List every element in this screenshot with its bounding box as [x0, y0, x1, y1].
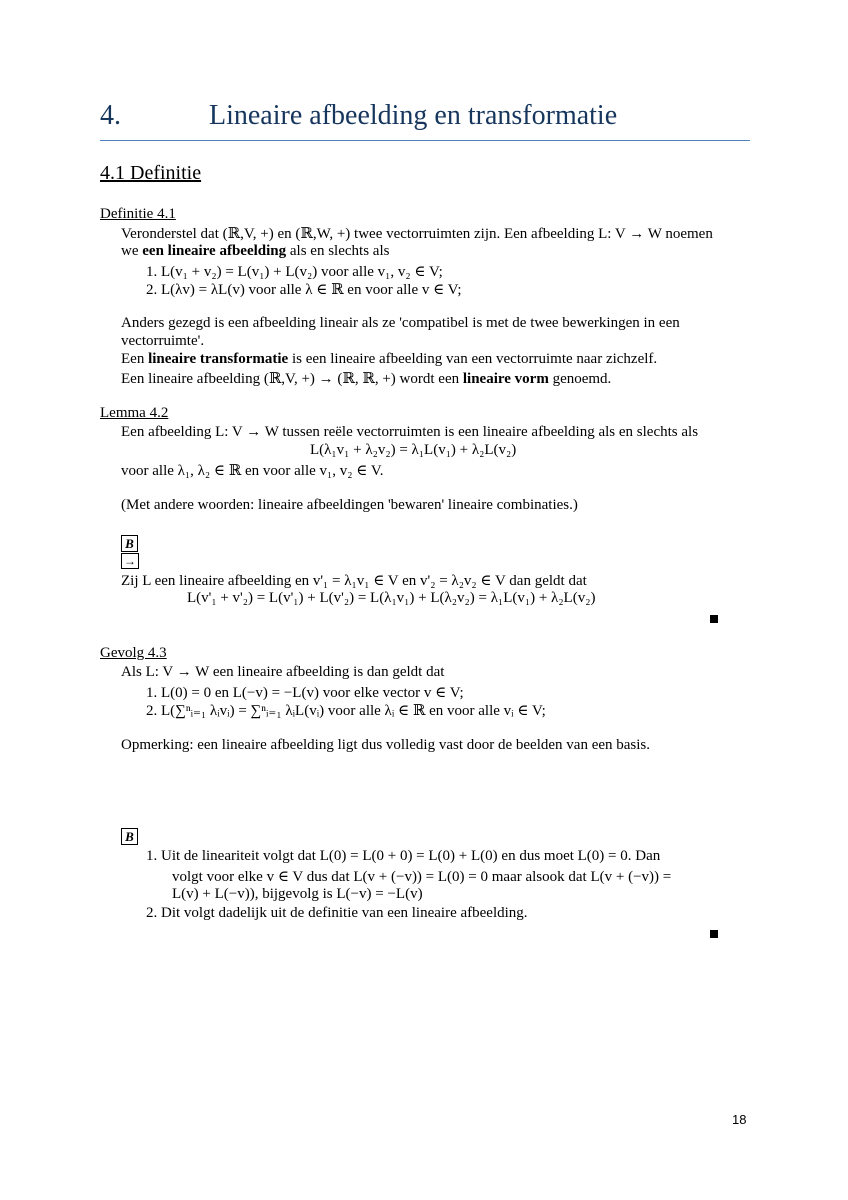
proof-2-line-4: 2. Dit volgt dadelijk uit de definitie van een lineaire afbeelding. — [146, 905, 528, 921]
definition-line-1: Veronderstel dat (ℝ,V, +) en (ℝ,W, +) twee vectorruimten zijn. Een afbeelding L: V → W noemen — [121, 226, 713, 242]
proof-formula: L(v'₁ + v'₂) = L(v'₁) + L(v'₂) = L(λ₁v₁) + L(λ₂v₂) = λ₁L(v₁) + λ₂L(v₂) — [187, 590, 596, 606]
definition-item-2: 2. L(λv) = λL(v) voor alle λ ∈ ℝ en voor alle v ∈ V; — [146, 282, 462, 298]
chapter-title: Lineaire afbeelding en transformatie — [209, 100, 618, 131]
definition-para-line-1: Anders gezegd is een afbeelding lineair als ze 'compatibel is met de twee bewerkingen in een — [121, 315, 680, 331]
lemma-formula: L(λ₁v₁ + λ₂v₂) = λ₁L(v₁) + λ₂L(v₂) — [310, 442, 517, 458]
lemma-line-3: voor alle λ₁, λ₂ ∈ ℝ en voor alle v₁, v₂ ∈ V. — [121, 463, 384, 479]
corollary-line-1: Als L: V → W een lineaire afbeelding is dan geldt dat — [121, 664, 445, 680]
linear-form-definition: Een lineaire afbeelding (ℝ,V, +) → (ℝ, ℝ, +) wordt een lineaire vorm genoemd. — [121, 371, 612, 387]
corollary-item-2: 2. L(∑ⁿᵢ₌₁ λᵢvᵢ) = ∑ⁿᵢ₌₁ λᵢL(vᵢ) voor alle λᵢ ∈ ℝ en voor alle vᵢ ∈ V; — [146, 703, 546, 719]
proof-2-line-2: volgt voor elke v ∈ V dus dat L(v + (−v)) = L(0) = 0 maar alsook dat L(v + (−v)) = — [172, 869, 672, 885]
lemma-note: (Met andere woorden: lineaire afbeeldingen 'bewaren' lineaire combinaties.) — [121, 497, 578, 513]
section-title: 4.1 Definitie — [100, 162, 202, 184]
definition-item-1: 1. L(v₁ + v₂) = L(v₁) + L(v₂) voor alle v₁, v₂ ∈ V; — [146, 264, 443, 280]
page-number: 18 — [732, 1112, 747, 1127]
definition-para-line-2: vectorruimte'. — [121, 333, 205, 349]
corollary-label: Gevolg 4.3 — [100, 645, 167, 661]
corollary-item-1: 1. L(0) = 0 en L(−v) = −L(v) voor elke vector v ∈ V; — [146, 685, 464, 701]
qed-square-2 — [710, 930, 718, 938]
chapter-number: 4. — [100, 100, 121, 131]
transformation-definition: Een lineaire transformatie is een lineaire afbeelding van een vectorruimte naar zichzelf. — [121, 351, 658, 367]
definition-label: Definitie 4.1 — [100, 206, 176, 222]
proof-2-box-b: B — [121, 828, 138, 846]
qed-square — [710, 615, 718, 623]
lemma-label: Lemma 4.2 — [100, 405, 169, 421]
proof-box-arrow: → — [121, 553, 139, 570]
corollary-remark: Opmerking: een lineaire afbeelding ligt dus volledig vast door de beelden van een basis. — [121, 737, 651, 753]
lemma-line-1: Een afbeelding L: V → W tussen reële vectorruimten is een lineaire afbeelding als en slechts als — [121, 424, 699, 440]
proof-2-line-3: L(v) + L(−v)), bijgevolg is L(−v) = −L(v) — [172, 886, 423, 902]
definition-line-2: we een lineaire afbeelding als en slechts als — [121, 243, 390, 259]
proof-2-line-1: 1. Uit de lineariteit volgt dat L(0) = L(0 + 0) = L(0) + L(0) en dus moet L(0) = 0. Dan — [146, 848, 661, 864]
chapter-rule — [100, 140, 750, 141]
proof-line-1: Zij L een lineaire afbeelding en v'₁ = λ₁v₁ ∈ V en v'₂ = λ₂v₂ ∈ V dan geldt dat — [121, 573, 587, 589]
proof-box-b: B — [121, 535, 138, 553]
